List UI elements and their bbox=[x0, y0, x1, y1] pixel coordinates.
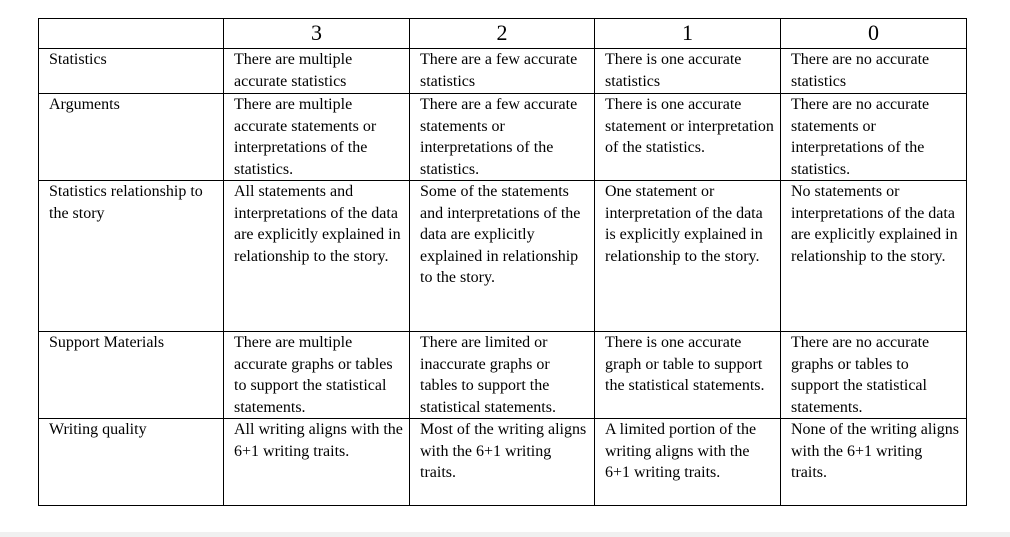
rubric-table bbox=[38, 18, 967, 506]
header-blank-cell bbox=[39, 19, 224, 49]
table-row bbox=[39, 332, 967, 419]
cell-arguments-1: There is one accurate statement or interpretation of the statistics. bbox=[595, 94, 781, 181]
table-row bbox=[39, 419, 967, 506]
table-row bbox=[39, 181, 967, 332]
header-score-1: 1 bbox=[595, 19, 781, 49]
criterion-support-materials: Support Materials bbox=[39, 332, 224, 419]
header-score-3: 3 bbox=[224, 19, 410, 49]
table-row bbox=[39, 94, 967, 181]
cell-arguments-2: There are a few accurate statements or interpretations of the statistics. bbox=[410, 94, 595, 181]
criterion-statistics: Statistics bbox=[39, 49, 224, 94]
cell-statistics-1: There is one accurate statistics bbox=[595, 49, 781, 94]
cell-support-1: There is one accurate graph or table to support the statistical statements. bbox=[595, 332, 781, 419]
header-score-2: 2 bbox=[410, 19, 595, 49]
cell-statistics-3: There are multiple accurate statistics bbox=[224, 49, 410, 94]
table-row bbox=[39, 49, 967, 94]
header-score-0: 0 bbox=[781, 19, 967, 49]
criterion-writing-quality: Writing quality bbox=[39, 419, 224, 506]
cell-relationship-2: Some of the statements and interpretations of the data are explicitly explained in relationship to the story. bbox=[410, 181, 595, 332]
cell-writing-3: All writing aligns with the 6+1 writing traits. bbox=[224, 419, 410, 506]
cell-relationship-1: One statement or interpretation of the data is explicitly explained in relationship to the story. bbox=[595, 181, 781, 332]
header-row bbox=[39, 19, 967, 49]
cell-statistics-2: There are a few accurate statistics bbox=[410, 49, 595, 94]
cell-relationship-3: All statements and interpretations of the data are explicitly explained in relationship to the story. bbox=[224, 181, 410, 332]
cell-relationship-0: No statements or interpretations of the data are explicitly explained in relationship to the story. bbox=[781, 181, 967, 332]
criterion-statistics-relationship: Statistics relationship to the story bbox=[39, 181, 224, 332]
cell-arguments-3: There are multiple accurate statements or interpretations of the statistics. bbox=[224, 94, 410, 181]
cell-support-3: There are multiple accurate graphs or tables to support the statistical statements. bbox=[224, 332, 410, 419]
cell-writing-2: Most of the writing aligns with the 6+1 writing traits. bbox=[410, 419, 595, 506]
cell-statistics-0: There are no accurate statistics bbox=[781, 49, 967, 94]
cell-support-2: There are limited or inaccurate graphs or tables to support the statistical statements. bbox=[410, 332, 595, 419]
cell-arguments-0: There are no accurate statements or interpretations of the statistics. bbox=[781, 94, 967, 181]
cell-writing-1: A limited portion of the writing aligns with the 6+1 writing traits. bbox=[595, 419, 781, 506]
bottom-divider bbox=[0, 532, 1010, 537]
cell-support-0: There are no accurate graphs or tables to support the statistical statements. bbox=[781, 332, 967, 419]
cell-writing-0: None of the writing aligns with the 6+1 writing traits. bbox=[781, 419, 967, 506]
criterion-arguments: Arguments bbox=[39, 94, 224, 181]
